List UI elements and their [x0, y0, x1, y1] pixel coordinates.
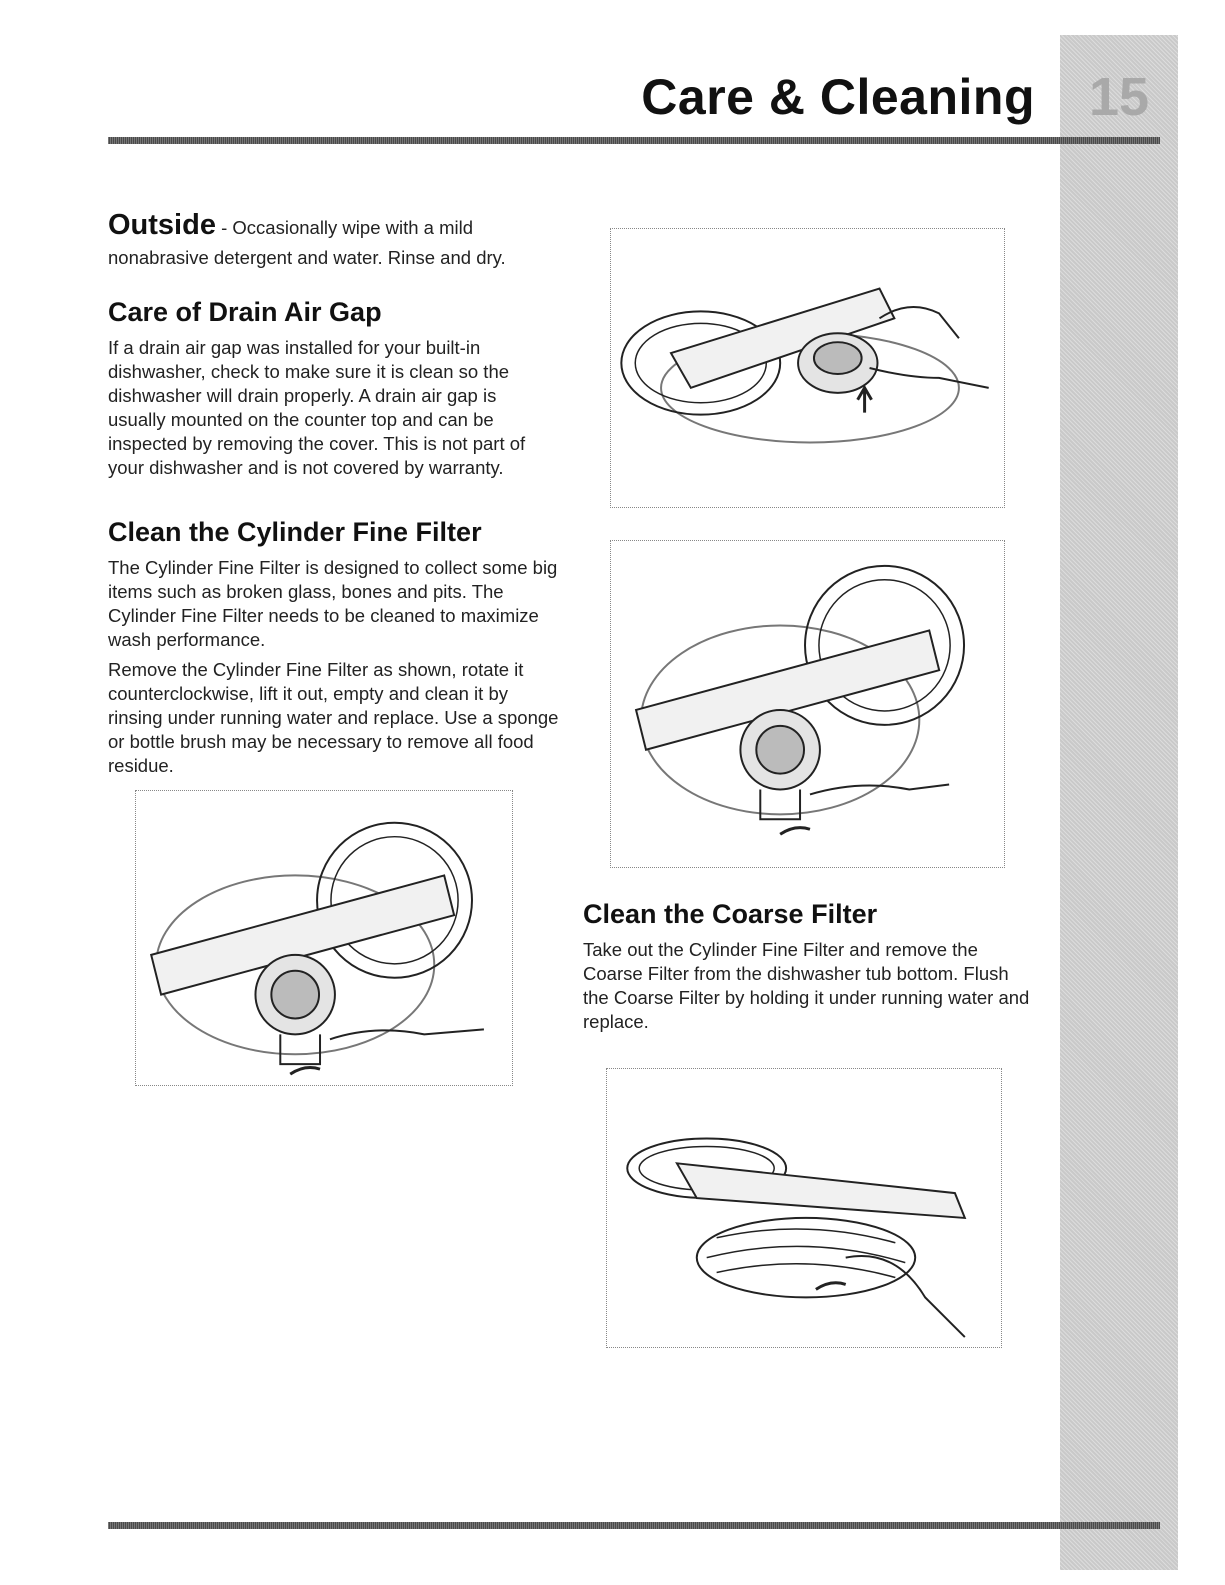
outside-heading: Outside	[108, 209, 216, 241]
header-rule	[108, 137, 1160, 144]
coarse-filter-body: Take out the Cylinder Fine Filter and remove the Coarse Filter from the dishwasher tub bottom. Flush the Coarse Filter by holding it under running water and replace.	[583, 939, 1030, 1032]
drain-air-gap-body: If a drain air gap was installed for your built-in dishwasher, check to make sure it is clean so the dishwasher will drain properly. A drain air gap is usually mounted on the counter top and can be inspected by removing the cover. This is not part of your dishwasher and is not covered by warranty.	[108, 337, 526, 478]
figure-filter-remove	[135, 790, 513, 1086]
outside-section	[108, 209, 578, 276]
outside-separator: -	[215, 217, 233, 238]
drain-air-gap-heading: Care of Drain Air Gap	[108, 297, 382, 327]
figure-filter-lift	[610, 228, 1005, 508]
filter-rotate-illustration	[611, 541, 1004, 867]
cylinder-filter-para-1: The Cylinder Fine Filter is designed to collect some big items such as broken glass, bones and pits. The Cylinder Fine Filter needs to be cleaned to maximize wash performance.	[108, 557, 558, 650]
cylinder-filter-heading: Clean the Cylinder Fine Filter	[108, 517, 482, 547]
outside-text-2: nonabrasive detergent and water. Rinse and dry.	[108, 247, 506, 268]
figure-coarse-filter	[606, 1068, 1002, 1348]
coarse-filter-heading: Clean the Coarse Filter	[583, 899, 878, 929]
outside-line-1	[108, 209, 578, 241]
coarse-filter-section	[583, 898, 1033, 1040]
coarse-filter-illustration	[607, 1069, 1001, 1347]
footer-rule	[108, 1522, 1160, 1529]
drain-air-gap-section	[108, 296, 558, 486]
cylinder-filter-para-2: Remove the Cylinder Fine Filter as shown, rotate it counterclockwise, lift it out, empty and clean it by rinsing under running water and replace. Use a sponge or bottle brush may be necessary to remove all food residue.	[108, 659, 559, 776]
cylinder-filter-section	[108, 516, 563, 784]
figure-filter-rotate	[610, 540, 1005, 868]
outside-text-1: Occasionally wipe with a mild	[232, 217, 474, 238]
filter-lift-illustration	[611, 229, 1004, 507]
page-number: 15	[1088, 67, 1150, 127]
side-tab-band	[1060, 35, 1178, 1570]
filter-remove-illustration	[136, 791, 512, 1085]
page-title: Care & Cleaning	[641, 69, 1035, 125]
